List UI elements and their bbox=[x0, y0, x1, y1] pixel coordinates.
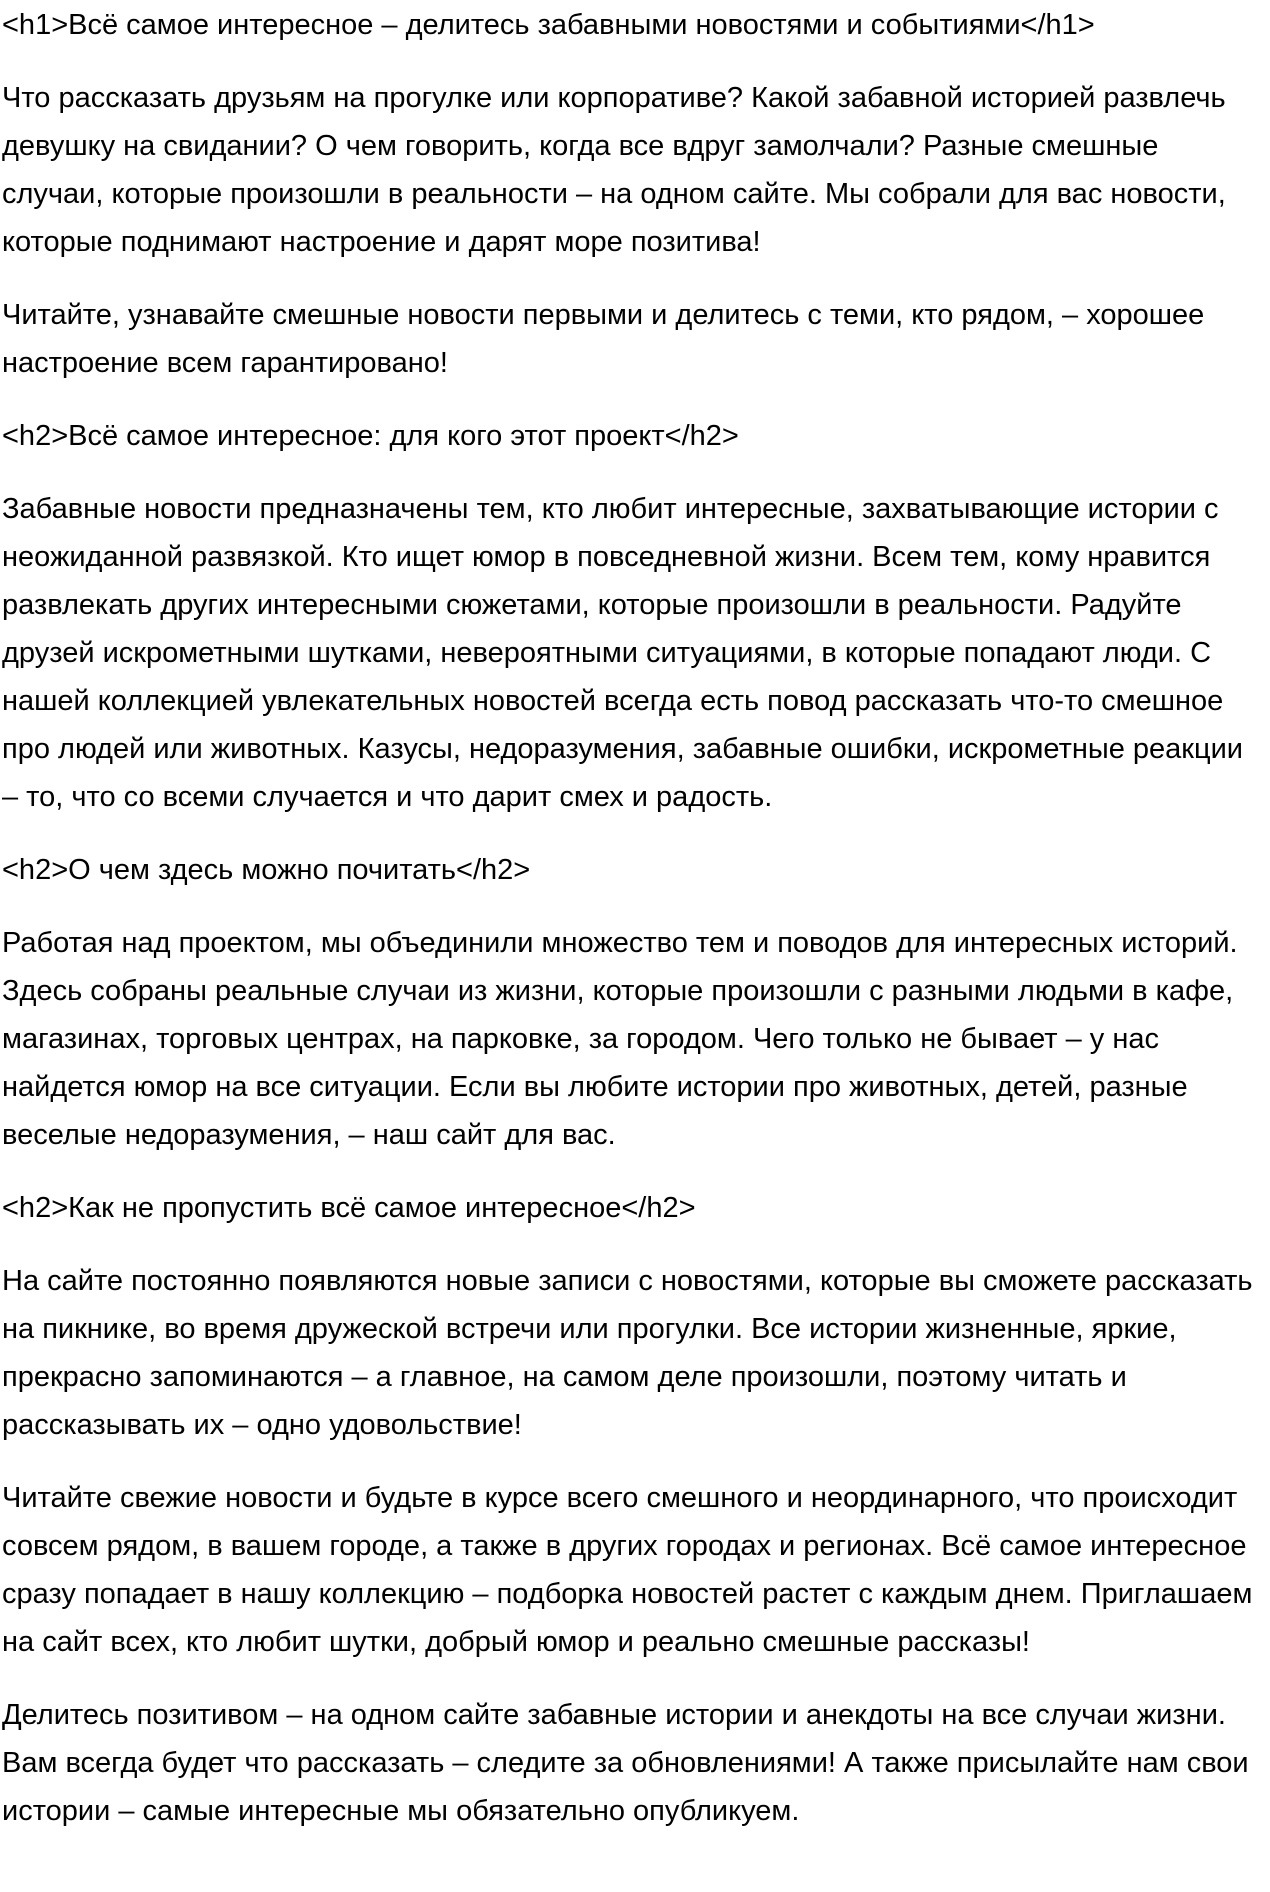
paragraph-intro: Что рассказать друзьям на прогулке или корпоративе? Какой забавной историей развлечь девушку на свидании? О чем говорить, когда все вдруг замолчали? Разные смешные случаи, которые произошли в реальности – на одном сайте. Мы собрали для вас новости, которые поднимают настроение и дарят море позитива! bbox=[2, 82, 1226, 258]
literal-h1-title: <h1>Всё самое интересное – делитесь забавными новостями и событиями</h1> bbox=[2, 9, 1095, 41]
paragraph-fresh-news: Читайте свежие новости и будьте в курсе всего смешного и неординарного, что происходит совсем рядом, в вашем городе, а также в других городах и регионах. Всё самое интересное сразу попадает в нашу коллекцию – подборка новостей растет с каждым днем. Приглашаем на сайт всех, кто любит шутки, добрый юмор и реально смешные рассказы! bbox=[2, 1482, 1253, 1658]
literal-h2-what-to-read: <h2>О чем здесь можно почитать</h2> bbox=[2, 854, 531, 886]
paragraph-audience: Забавные новости предназначены тем, кто любит интересные, захватывающие истории с неожиданной развязкой. Кто ищет юмор в повседневной жизни. Всем тем, кому нравится развлекать других интересными сюжетами, которые произошли в реальности. Радуйте друзей искрометными шутками, невероятными ситуациями, в которые попадают люди. С нашей коллекцией увлекательных новостей всегда есть повод рассказать что-то смешное про людей или животных. Казусы, недоразумения, забавные ошибки, искрометные реакции – то, что со всеми случается и что дарит смех и радость. bbox=[2, 493, 1243, 813]
paragraph-new-posts: На сайте постоянно появляются новые записи с новостями, которые вы сможете рассказать на пикнике, во время дружеской встречи или прогулки. Все истории жизненные, яркие, прекрасно запоминаются – а главное, на самом деле произошли, поэтому читать и рассказывать их – одно удовольствие! bbox=[2, 1265, 1253, 1441]
literal-h2-how-not-to-miss: <h2>Как не пропустить всё самое интересное</h2> bbox=[2, 1192, 696, 1224]
paragraph-topics: Работая над проектом, мы объединили множество тем и поводов для интересных историй. Здесь собраны реальные случаи из жизни, которые произошли с разными людьми в кафе, магазинах, торговых центрах, на парковке, за городом. Чего только не бывает – у нас найдется юмор на все ситуации. Если вы любите истории про животных, детей, разные веселые недоразумения, – наш сайт для вас. bbox=[2, 927, 1238, 1151]
literal-h2-for-whom: <h2>Всё самое интересное: для кого этот проект</h2> bbox=[2, 420, 739, 452]
paragraph-share-positive: Делитесь позитивом – на одном сайте забавные истории и анекдоты на все случаи жизни. Вам всегда будет что рассказать – следите за обновлениями! А также присылайте нам свои истории – самые интересные мы обязательно опубликуем. bbox=[2, 1699, 1249, 1827]
paragraph-read-share: Читайте, узнавайте смешные новости первыми и делитесь с теми, кто рядом, – хорошее настроение всем гарантировано! bbox=[2, 299, 1205, 379]
